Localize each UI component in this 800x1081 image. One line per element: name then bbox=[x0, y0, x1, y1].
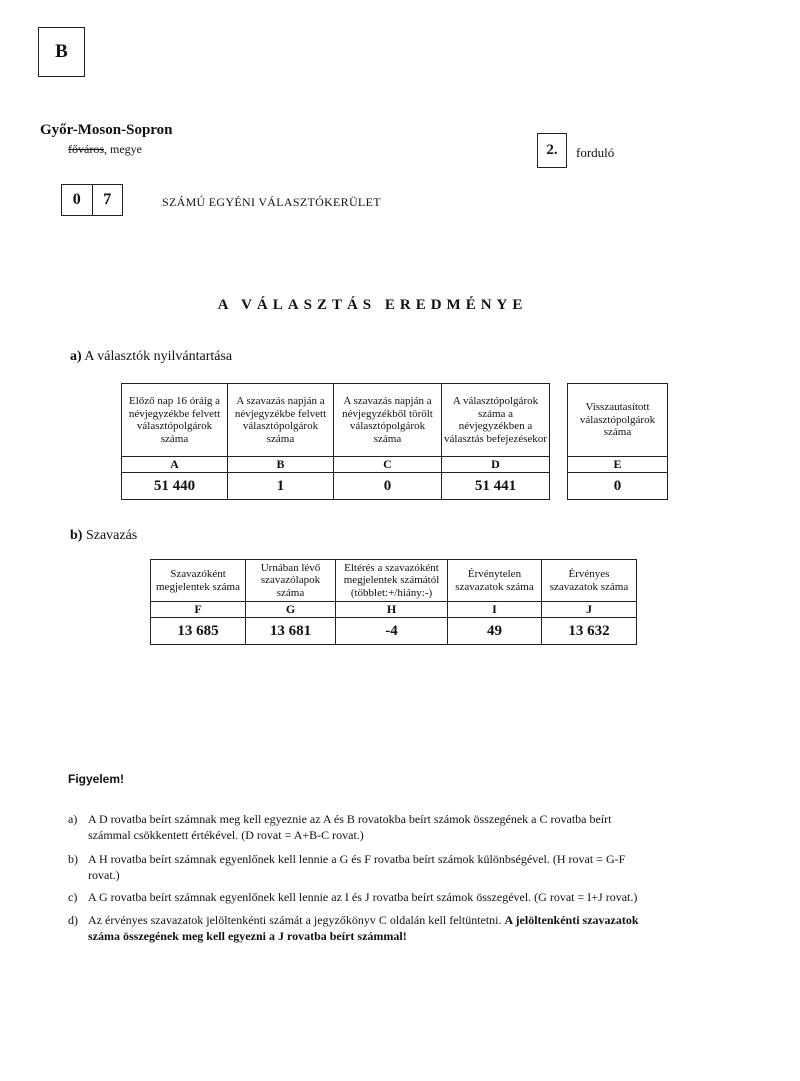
registry-header-a: Előző nap 16 óráig a névjegyzékbe felvett választópolgárok száma bbox=[122, 384, 228, 457]
registry-value-c: 0 bbox=[334, 473, 442, 500]
notice-item-b-line2: rovat.) bbox=[88, 868, 120, 882]
round-number-box: 2. bbox=[537, 133, 567, 168]
voting-value-j: 13 632 bbox=[542, 618, 637, 645]
notice-item-a-label: a) bbox=[68, 812, 78, 826]
registry-value-b: 1 bbox=[228, 473, 334, 500]
voting-code-h: H bbox=[336, 602, 448, 618]
registry-header-c: A szavazás napján a névjegyzékből törölt választópolgárok száma bbox=[334, 384, 442, 457]
voting-value-i: 49 bbox=[448, 618, 542, 645]
page-title: A VÁLASZTÁS EREDMÉNYE bbox=[217, 297, 528, 313]
notice-item-c-label: c) bbox=[68, 890, 78, 904]
rejected-code: E bbox=[568, 457, 668, 473]
registry-code-b: B bbox=[228, 457, 334, 473]
rejected-header: Visszautasított választópolgárok száma bbox=[568, 384, 668, 457]
registry-header-b: A szavazás napján a névjegyzékbe felvett választópolgárok száma bbox=[228, 384, 334, 457]
notice-item-d-line1-bold: A jelöltenkénti szavazatok bbox=[504, 913, 639, 927]
notice-item-d-label: d) bbox=[68, 913, 78, 927]
registry-table bbox=[121, 383, 550, 500]
county-name: Győr-Moson-Sopron bbox=[40, 122, 173, 138]
round-label: forduló bbox=[576, 145, 615, 160]
notice-item-b-label: b) bbox=[68, 852, 78, 866]
registry-value-a: 51 440 bbox=[122, 473, 228, 500]
notice-item-b-line1: A H rovatba beírt számnak egyenlőnek kell lennie a G és F rovatba beírt számok különbségével. (H rovat = G-F bbox=[88, 852, 626, 866]
notice-item-c bbox=[68, 889, 724, 905]
county-type-rest: , megye bbox=[104, 142, 142, 156]
notice-title: Figyelem! bbox=[68, 772, 125, 786]
voting-table bbox=[150, 559, 637, 645]
voting-value-h: -4 bbox=[336, 618, 448, 645]
rejected-table bbox=[567, 383, 668, 500]
notice-item-d-line1: Az érvényes szavazatok jelöltenkénti számát a jegyzőkönyv C oldalán kell feltüntetni. bbox=[88, 913, 502, 927]
voting-code-f: F bbox=[151, 602, 246, 618]
page-letter-box: B bbox=[38, 27, 85, 77]
registry-code-c: C bbox=[334, 457, 442, 473]
county-type bbox=[68, 142, 142, 157]
district-label: SZÁMÚ EGYÉNI VÁLASZTÓKERÜLET bbox=[162, 195, 381, 209]
district-digit-1: 0 bbox=[72, 191, 81, 208]
registry-value-d: 51 441 bbox=[442, 473, 550, 500]
registry-code-a: A bbox=[122, 457, 228, 473]
voting-header-i: Érvénytelen szavazatok száma bbox=[448, 560, 542, 602]
voting-value-g: 13 681 bbox=[246, 618, 336, 645]
section-b-heading bbox=[70, 528, 137, 544]
voting-code-g: G bbox=[246, 602, 336, 618]
voting-header-h: Eltérés a szavazóként megjelentek számától (többlet:+/hiány:-) bbox=[336, 560, 448, 602]
section-b-letter: b) bbox=[70, 528, 83, 543]
notice-item-a bbox=[68, 811, 724, 843]
section-a-heading bbox=[70, 349, 232, 365]
voting-code-i: I bbox=[448, 602, 542, 618]
notice-item-d bbox=[68, 912, 724, 944]
rejected-value: 0 bbox=[568, 473, 668, 500]
district-number-box bbox=[61, 184, 123, 216]
district-digit-2: 7 bbox=[92, 185, 123, 215]
notice-item-a-line1: A D rovatba beírt számnak meg kell egyeznie az A és B rovatokba beírt számok összegének a C rovatba beírt bbox=[88, 812, 612, 826]
section-a-title: A választók nyilvántartása bbox=[84, 349, 233, 364]
section-b-title: Szavazás bbox=[85, 528, 138, 543]
notice-item-d-line2-bold: száma összegének meg kell egyezni a J rovatba beírt számmal! bbox=[88, 929, 407, 943]
voting-value-f: 13 685 bbox=[151, 618, 246, 645]
voting-header-g: Urnában lévő szavazólapok száma bbox=[246, 560, 336, 602]
voting-code-j: J bbox=[542, 602, 637, 618]
notice-item-c-line1: A G rovatba beírt számnak egyenlőnek kell lennie az I és J rovatba beírt számok összegével. (G rovat = I+J rovat.) bbox=[88, 890, 638, 904]
voting-header-j: Érvényes szavazatok száma bbox=[542, 560, 637, 602]
section-a-letter: a) bbox=[70, 349, 82, 364]
registry-code-d: D bbox=[442, 457, 550, 473]
county-type-struck: főváros bbox=[68, 142, 104, 156]
registry-header-d: A választópolgárok száma a névjegyzékben a választás befejezésekor bbox=[442, 384, 550, 457]
notice-item-b bbox=[68, 851, 724, 883]
notice-item-a-line2: számmal csökkentett értékével. (D rovat = A+B-C rovat.) bbox=[88, 828, 364, 842]
voting-header-f: Szavazóként megjelentek száma bbox=[151, 560, 246, 602]
